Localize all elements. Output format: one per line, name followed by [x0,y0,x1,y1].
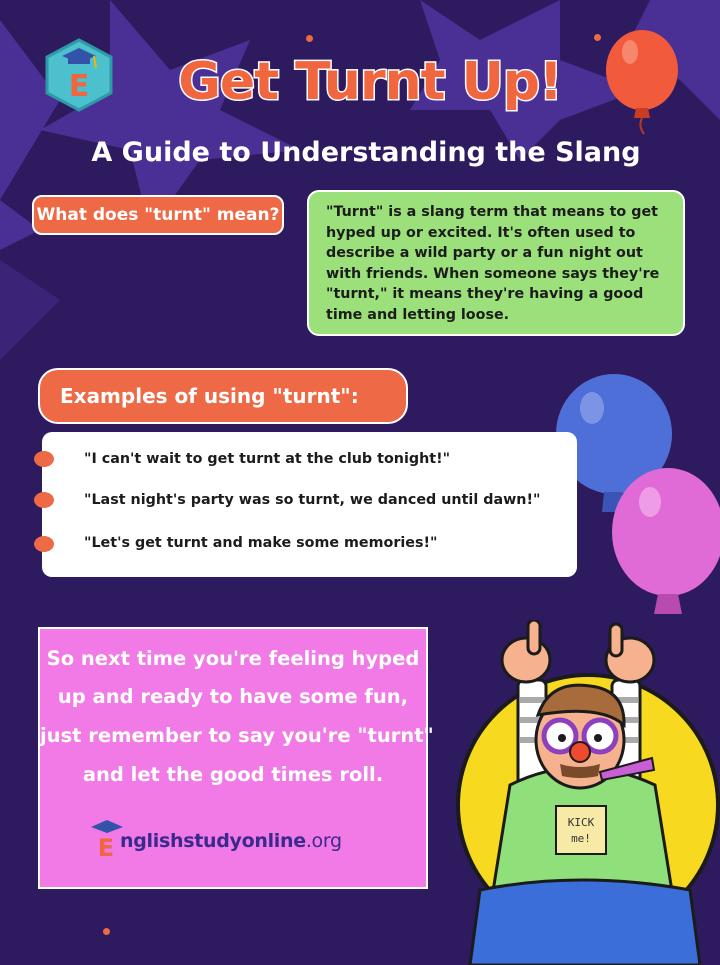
sign-text: me! [571,832,591,845]
site-brand [90,818,370,862]
site-url[interactable] [120,830,342,852]
sign-text: KICK [567,816,595,829]
bullet-icon [34,536,54,552]
definition-line: "Turnt" is a slang term that means to get [326,204,658,220]
decor-dot [306,35,313,42]
closing-line: up and ready to have some fun, [57,685,409,708]
logo-letter: E [68,69,90,104]
definition-box [307,190,685,336]
site-name: nglishstudyonline [120,830,306,852]
star-shape-mid-left [0,260,60,360]
red-balloon-icon [600,26,684,136]
bullet-icon [34,451,54,467]
closing-line: So next time you're feeling hyped [46,647,420,670]
definition-line: with friends. When someone says they're [326,265,660,282]
page-title: Get Turnt Up! [178,52,562,112]
example-item: "Last night's party was so turnt, we danced until dawn!" [84,492,541,508]
party-character-illustration [440,620,720,965]
graduation-cap-logo-icon [90,818,124,860]
balloons-icon [556,372,720,622]
definition-question: What does "turnt" mean? [32,195,284,235]
definition-line: hyped up or excited. It's often used to [326,224,636,241]
examples-heading: Examples of using "turnt": [38,368,408,424]
closing-line: and let the good times roll. [82,763,384,786]
site-tld: .org [305,830,342,852]
decor-dot [103,928,110,935]
site-letter: E [97,834,115,860]
bullet-icon [34,492,54,508]
example-item: "I can't wait to get turnt at the club tonight!" [84,451,451,467]
example-item: "Let's get turnt and make some memories!" [84,535,438,551]
definition-line: "turnt," it means they're having a good [326,286,644,302]
definition-line: describe a wild party or a fun night out [326,245,643,261]
logo-badge [44,38,114,112]
page-subtitle: A Guide to Understanding the Slang [91,137,641,168]
definition-line: time and letting loose. [326,306,510,323]
closing-line: just remember to say you're "turnt" [40,724,434,747]
